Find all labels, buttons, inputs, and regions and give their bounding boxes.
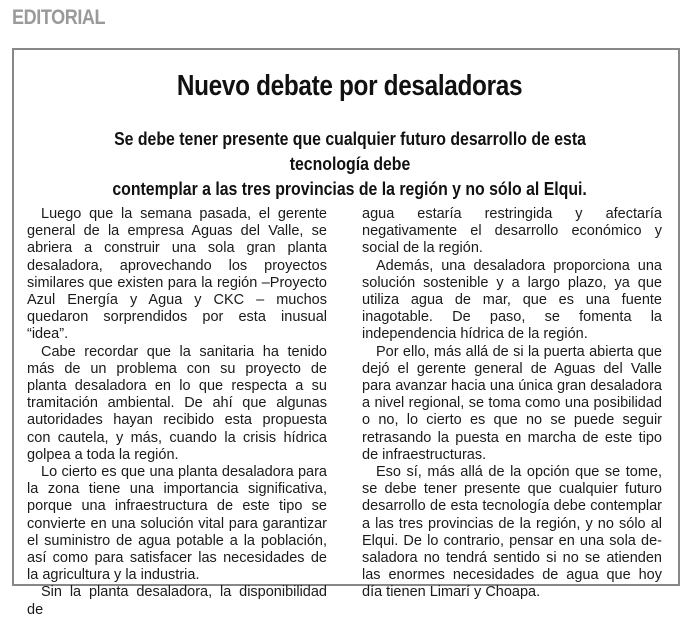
- paragraph: Por ello, más allá de si la puerta abierta que dejó el gerente general de Aguas del Valle para avanzar hacia una única gran desaladora a nivel regional, se toma como una posibilidad o no, lo cierto es que no se puede seguir retrasando la puesta en marcha de este tipo de infraestructuras.: [362, 343, 662, 463]
- paragraph: Luego que la semana pasada, el gerente general de la empresa Aguas del Valle, se abriera a construir una sola gran planta desaladora, aprovechando los proyectos similares que existen para la región –Proyecto Azul Energía y Agua y CKC – muchos quedaron sorprendidos por esta inusual “idea”.: [27, 206, 327, 343]
- paragraph: Además, una desaladora proporciona una solución sostenible y a largo plazo, ya que utiliza agua de mar, que es una fuente inagotable. De paso, se fomenta la independencia hídrica de la región.: [362, 257, 662, 343]
- headline: [0, 70, 700, 103]
- paragraph: Eso sí, más allá de la opción que se tome, se debe tener presente que cualquier futuro desarrollo de esta tecnología debe contemplar a las tres provincias de la región, y no sólo al Elqui. De lo contrario, pensar en una sola desaladora no tendrá sentido si no se atienden las enormes necesidades de agua que hoy día tienen Limarí y Choapa.: [362, 464, 662, 601]
- article-column-2: [362, 206, 662, 602]
- article-column-1: [27, 206, 327, 619]
- paragraph: Lo cierto es que una planta desaladora para la zona tiene una importancia significativa, porque una infraestructura de este tipo se convierte en una solución vital para garantizar el suministro de agua potable a la población, así como para satisfacer las necesidades de la agricultura y la industria.: [27, 464, 327, 584]
- deck: [40, 127, 660, 202]
- paragraph-continued: agua estaría restringida y afectaría negativamente el desarrollo económico y social de la región.: [362, 206, 662, 257]
- deck-line-2: contemplar a las tres provincias de la región y no sólo al Elqui.: [112, 179, 588, 199]
- paragraph: Sin la planta desaladora, la disponibilidad de: [27, 584, 327, 618]
- paragraph: Cabe recordar que la sanitaria ha tenido más de un problema con su proyecto de planta desaladora en lo que respecta a su tramitación ambiental. De ahí que algunas autoridades hayan recibido esta propuesta con cautela, y más, cuando la crisis hídrica golpea a toda la región.: [27, 343, 327, 463]
- section-label: EDITORIAL: [12, 6, 106, 29]
- headline-text: Nuevo debate por desaladoras: [177, 70, 523, 102]
- deck-line-1: Se debe tener presente que cualquier futuro desarrollo de esta tecnología debe: [114, 129, 586, 174]
